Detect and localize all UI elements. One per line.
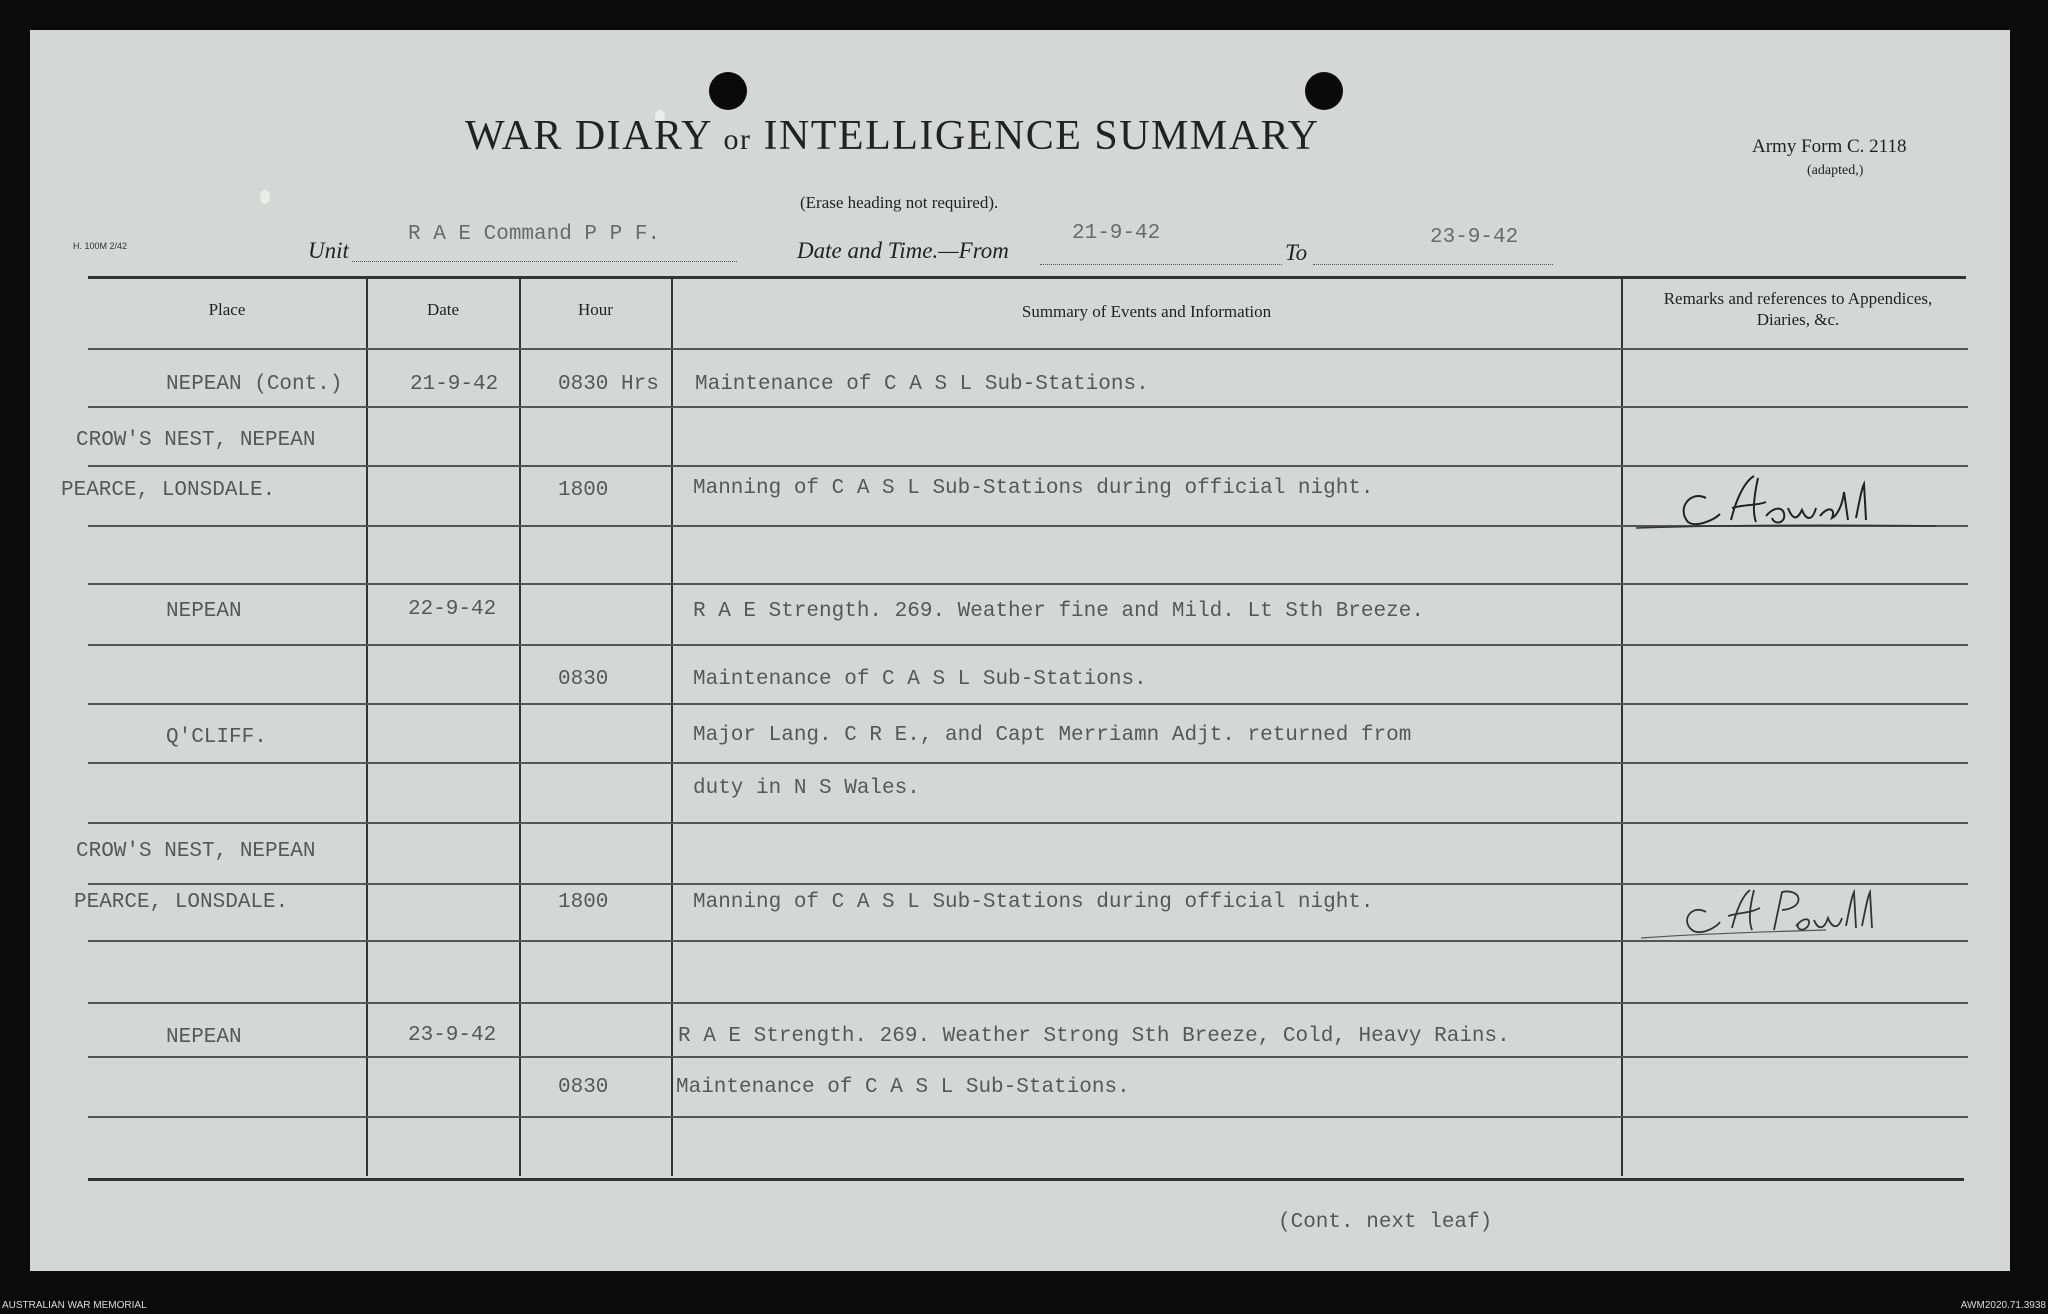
date-to-label: To [1285,240,1308,265]
archive-credit: AUSTRALIAN WAR MEMORIAL [2,1300,147,1311]
date-to-value: 23-9-42 [1430,226,1519,249]
army-form-adapted: (adapted,) [1807,163,1864,178]
entry-hour: 0830 [558,1076,609,1099]
paper-damage-mark [260,190,270,204]
print-code: H. 100M 2/42 [73,241,128,251]
row-rule [88,703,1968,705]
date-from-label: Date and Time.—From [797,238,1009,263]
column-divider-date [519,276,521,1176]
row-rule [88,762,1968,764]
entry-hour: 0830 [558,668,609,691]
column-divider-place [366,276,368,1176]
entry-summary: R A E Strength. 269. Weather fine and Mild. Lt Sth Breeze. [693,600,1424,623]
column-header-summary: Summary of Events and Information [1021,302,1272,321]
army-form-number: Army Form C. 2118 [1752,136,1907,157]
entry-summary: Manning of C A S L Sub-Stations during official night. [693,477,1374,500]
column-divider-hour [671,276,673,1176]
row-rule [88,1002,1968,1004]
punch-hole-left [709,72,747,110]
entry-summary: Manning of C A S L Sub-Stations during official night. [693,891,1374,914]
entry-summary: Maintenance of C A S L Sub-Stations. [695,373,1149,396]
entry-summary: Major Lang. C R E., and Capt Merriamn Adjt. returned from [693,724,1412,747]
row-rule [88,583,1968,585]
entry-summary: Maintenance of C A S L Sub-Stations. [693,668,1147,691]
title-war-diary: WAR DIARY [465,113,712,159]
archive-reference: AWM2020.71.3938 [1960,1300,2046,1311]
entry-place: NEPEAN (Cont.) [166,373,343,396]
unit-value: R A E Command P P F. [408,223,661,246]
table-top-border [88,276,1966,279]
row-rule [88,644,1968,646]
entry-place: PEARCE, LONSDALE. [61,479,276,502]
row-rule [88,1116,1968,1118]
form-subtitle: (Erase heading not required). [800,193,999,212]
title-intelligence-summary: INTELLIGENCE SUMMARY [763,113,1320,159]
date-to-underline [1313,264,1553,265]
signature-2 [1636,872,1936,942]
entry-date: 21-9-42 [410,373,499,396]
row-rule [88,822,1968,824]
table-bottom-border [88,1178,1964,1181]
unit-underline [352,261,737,262]
entry-summary: R A E Strength. 269. Weather Strong Sth Breeze, Cold, Heavy Rains. [678,1025,1510,1048]
unit-label: Unit [308,238,349,263]
row-rule [88,348,1968,350]
column-header-remarks: Remarks and references to Appendices, Diaries, &c. [1663,289,1933,329]
column-header-hour: Hour [578,300,613,319]
row-rule [88,406,1968,408]
continued-note: (Cont. next leaf) [1278,1211,1493,1234]
row-rule [88,1056,1968,1058]
entry-place: CROW'S NEST, NEPEAN [76,840,316,863]
title-or: or [723,123,752,156]
form-title [465,112,1320,160]
entry-place: NEPEAN [166,1026,242,1049]
entry-place: NEPEAN [166,600,242,623]
date-from-value: 21-9-42 [1072,222,1161,245]
entry-date: 22-9-42 [408,598,497,621]
entry-summary: Maintenance of C A S L Sub-Stations. [676,1076,1130,1099]
entry-summary: duty in N S Wales. [693,777,920,800]
punch-hole-right [1305,72,1343,110]
date-from-underline [1040,264,1282,265]
entry-place: CROW'S NEST, NEPEAN [76,429,316,452]
row-rule [88,465,1968,467]
entry-place: Q'CLIFF. [166,726,267,749]
entry-hour: 1800 [558,891,609,914]
entry-hour: 1800 [558,479,609,502]
entry-hour: 0830 Hrs [558,373,659,396]
column-header-date: Date [426,300,460,319]
entry-place: PEARCE, LONSDALE. [74,891,289,914]
signature-1 [1636,468,1936,538]
column-header-place: Place [208,300,246,319]
column-divider-summary [1621,276,1623,1176]
entry-date: 23-9-42 [408,1024,497,1047]
